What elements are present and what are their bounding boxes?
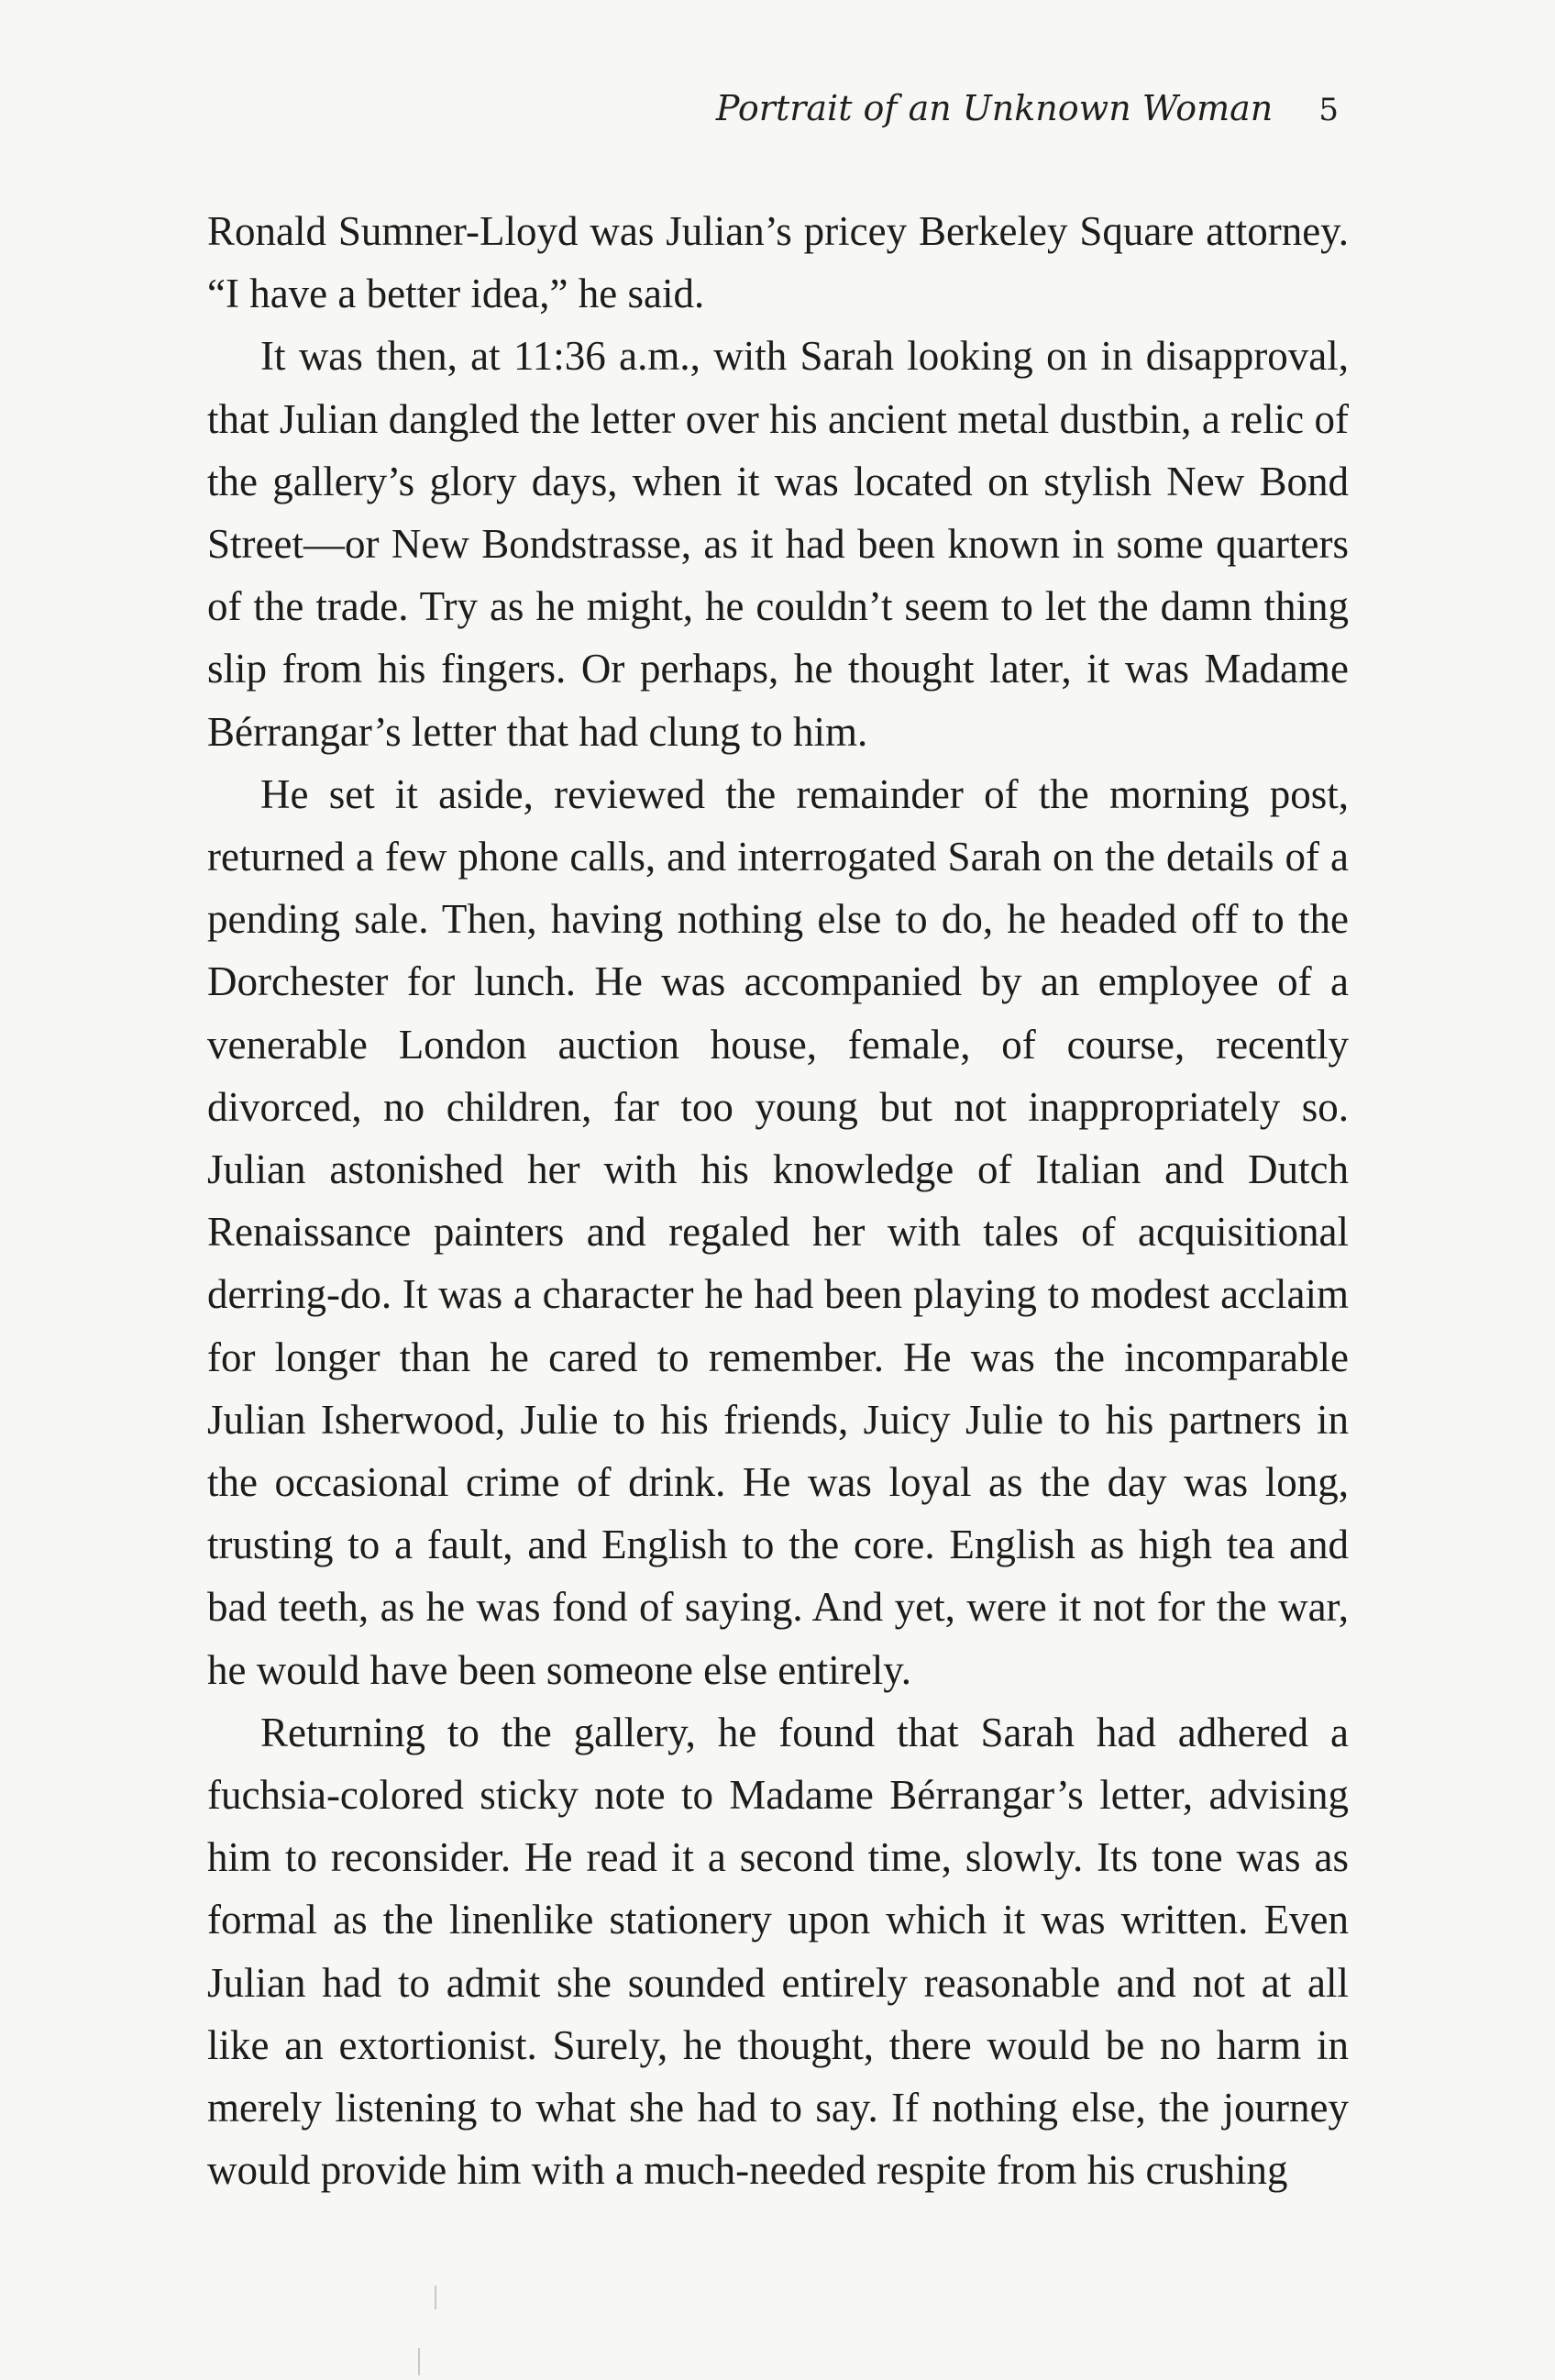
body-text <box>207 200 1349 2202</box>
page-number: 5 <box>1318 92 1339 128</box>
paragraph-3: He set it aside, reviewed the remainder of the morning post, returned a few phone calls, and interrogated Sarah on the details of a pending sale. Then, having nothing else to do, he headed off to the Dorchester for lunch. He was accompanied by an employee of a venerable London auction house, female, of course, recently divorced, no children, far too young but not inappropriately so. Julian astonished her with his knowledge of Italian and Dutch Renaissance painters and regaled her with tales of acquisitional derring-do. It was a character he had been playing to modest acclaim for longer than he cared to remember. He was the incomparable Julian Isherwood, Julie to his friends, Juicy Julie to his partners in the occasional crime of drink. He was loyal as the day was long, trusting to a fault, and English to the core. English as high tea and bad teeth, as he was fond of saying. And yet, were it not for the war, he would have been someone else entirely. <box>207 770 1349 1693</box>
paragraph-1: Ronald Sumner-Lloyd was Julian’s pricey Berkeley Square attorney. “I have a better idea,” he said. <box>207 208 1349 317</box>
scan-mark <box>418 2348 420 2375</box>
paragraph-4: Returning to the gallery, he found that Sarah had adhered a fuchsia-colored sticky note to Madame Bérrangar’s letter, advising him to reconsider. He read it a second time, slowly. Its tone was as formal as the linenlike stationery upon which it was written. Even Julian had to admit she sounded entirely reasonable and not at all like an extortionist. Surely, he thought, there would be no harm in merely listening to what she had to say. If nothing else, the journey would provide him with a much-needed respite from his crushing <box>207 1709 1349 2194</box>
book-title: Portrait of an Unknown Woman <box>715 88 1274 128</box>
paragraph-2: It was then, at 11:36 a.m., with Sarah looking on in disapproval, that Julian dangled the letter over his ancient metal dustbin, a relic of the gallery’s glory days, when it was located on stylish New Bond Street—or New Bondstrasse, as it had been known in some quarters of the trade. Try as he might, he couldn’t seem to let the damn thing slip from his fingers. Or perhaps, he thought later, it was Madame Bérrangar’s letter that had clung to him. <box>207 333 1349 755</box>
running-head <box>0 88 1339 128</box>
scan-mark <box>435 2286 436 2309</box>
